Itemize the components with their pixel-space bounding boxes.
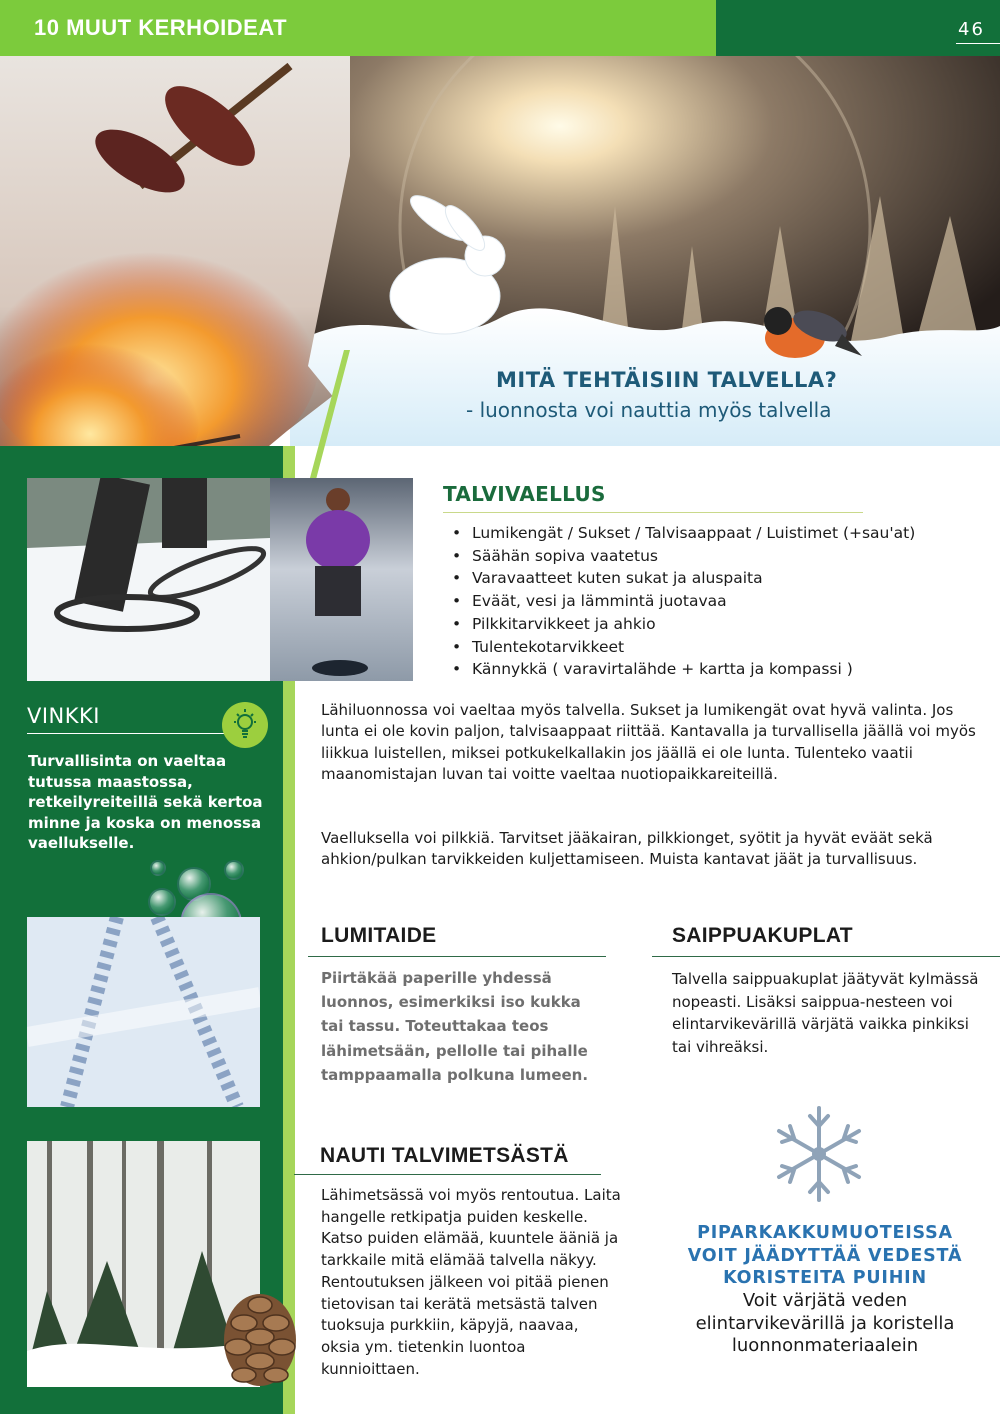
snow-tracks-photo (27, 917, 260, 1107)
list-item: • Tulentekotarvikkeet (452, 636, 915, 659)
list-item: • Eväät, vesi ja lämmintä juotavaa (452, 590, 915, 613)
hero-subtitle: - luonnosta voi nauttia myös talvella (466, 398, 832, 422)
list-item: • Kännykkä ( varavirtalähde + kartta ja kompassi ) (452, 658, 915, 681)
piparkakku-heading: PIPARKAKKUMUOTEISSA VOIT JÄÄDYTTÄÄ VEDESTÄ KORISTEITA PUIHIN (687, 1223, 963, 1288)
nauti-divider (294, 1174, 601, 1175)
equipment-list (452, 522, 915, 681)
soap-bubble (224, 860, 244, 880)
saippuakuplat-text: Talvella saippuakuplat jäätyvät kylmässä nopeasti. Lisäksi saippua-nesteen voi elintarvikevärillä värjätä vaikka pinkiksi tai vihreäksi. (672, 970, 979, 1057)
snowflake-icon (772, 1104, 866, 1204)
page-number-underline (956, 43, 1000, 44)
talvivaellus-heading: TALVIVAELLUS (443, 482, 606, 506)
vinkki-divider (27, 733, 227, 734)
list-item: • Pilkkitarvikkeet ja ahkio (452, 613, 915, 636)
ice-fishing-paragraph: Vaelluksella voi pilkkiä. Tarvitset jääkairan, pilkkionget, syötit ja hyvät eväät sekä ahkion/pulkan tarvikkeiden kuljettamiseen. Muista kantavat jäät ja turvallisuus. (321, 829, 933, 869)
pine-cone-icon (216, 1285, 304, 1391)
page-number: 46 (958, 19, 985, 40)
lumitaide-divider (308, 956, 606, 957)
list-item: • Säähän sopiva vaatetus (452, 545, 915, 568)
lumitaide-heading: LUMITAIDE (321, 924, 437, 947)
piparkakku-text: Voit värjätä veden elintarvikevärillä ja koristella luonnonmateriaalein (695, 1290, 955, 1356)
vinkki-text: Turvallisinta on vaeltaa tutussa maastossa, retkeilyreiteillä sekä kertoa minne ja koska on menossa vaellukselle. (28, 752, 263, 853)
talvivaellus-paragraph: Lähiluonnossa voi vaeltaa myös talvella. Sukset ja lumikengät ovat hyvä valinta. Jos lunta ei ole kovin paljon, talvisaappaat riittää. Kantavalla ja turvallisella jäällä voi myös liikkua luistellen, miksei potkukelkallakin jos jäällä ei ole lunta. Tulenteko vaatii maanomistajan luvan tai voitte vaeltaa nuotiopaikkareiteillä. (321, 701, 976, 784)
lightbulb-icon (222, 702, 268, 748)
soap-bubble (150, 860, 166, 876)
saippuakuplat-heading: SAIPPUAKUPLAT (672, 924, 853, 947)
hero-title: MITÄ TEHTÄISIIN TALVELLA? (496, 368, 838, 392)
vinkki-heading: VINKKI (27, 704, 101, 728)
snowshoe-photo (27, 478, 270, 681)
list-item: • Lumikengät / Sukset / Talvisaappaat / Luistimet (+sau'at) (452, 522, 915, 545)
nauti-heading: NAUTI TALVIMETSÄSTÄ (320, 1144, 569, 1167)
talvivaellus-divider (443, 512, 863, 513)
ice-fishing-photo (270, 478, 413, 681)
saippuakuplat-divider (652, 956, 1000, 957)
list-item: • Varavaatteet kuten sukat ja aluspaita (452, 567, 915, 590)
chapter-title: 10 MUUT KERHOIDEAT (34, 15, 288, 40)
nauti-text: Lähimetsässä voi myös rentoutua. Laita hangelle retkipatja puiden keskelle. Katso puiden elämää, kuuntele ääniä ja tarkkaile mitä elämää talvella näkyy. Rentoutuksen jälkeen voi pitää pienen tietovisan tai kerätä metsästä talven tuoksuja purkkiin, käpyjä, naavaa, oksia ym. tietenkin luontoa kunnioittaen. (321, 1186, 621, 1378)
soap-bubble (148, 888, 176, 916)
lumitaide-text: Piirtäkää paperille yhdessä luonnos, esimerkiksi iso kukka tai tassu. Toteuttakaa teos lähimetsään, pellolle tai pihalle tamppaamalla polkuna lumeen. (321, 969, 589, 1084)
